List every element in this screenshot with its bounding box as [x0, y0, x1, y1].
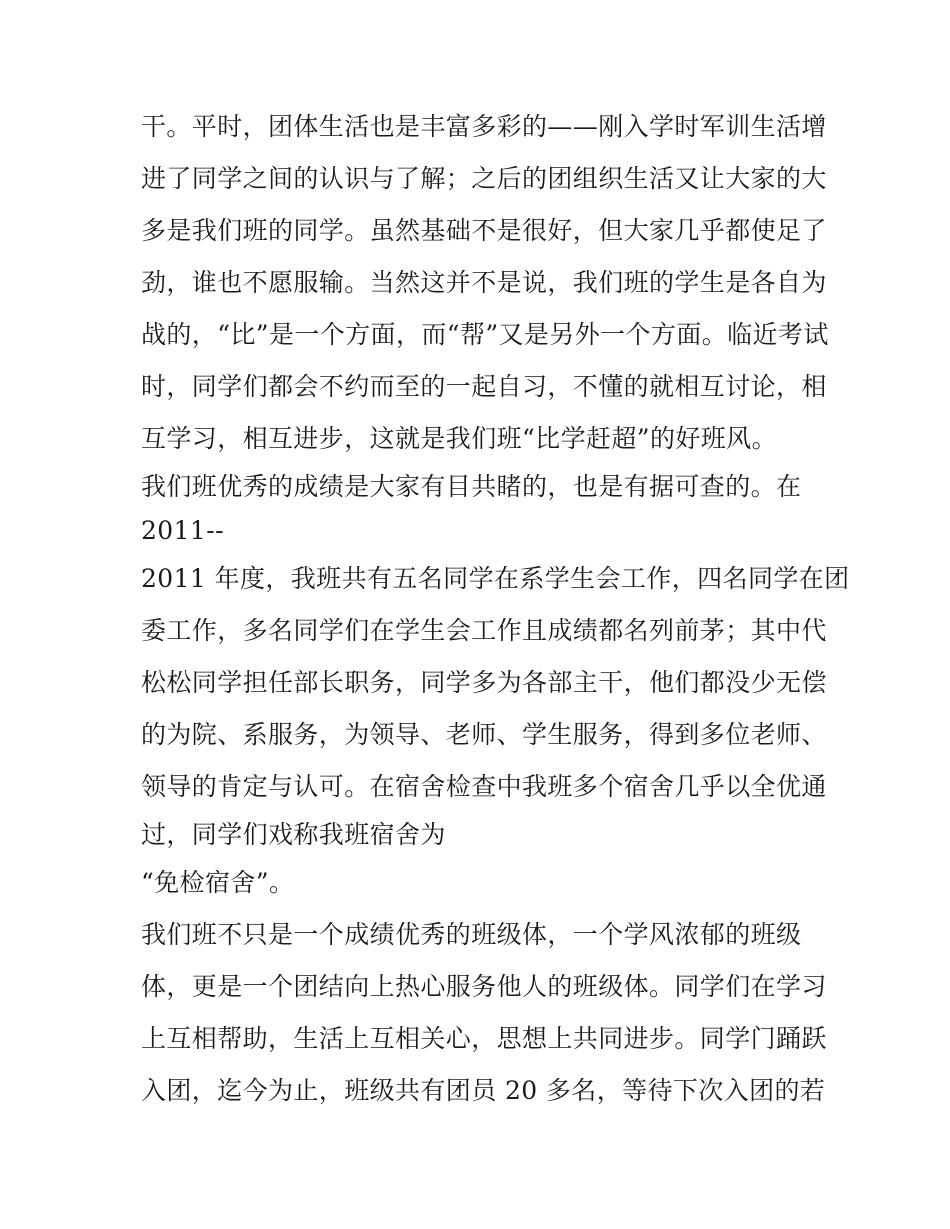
- text-line: 劲，谁也不愿服输。当然这并不是说，我们班的学生是各自为: [141, 268, 827, 297]
- text-line: 松松同学担任部长职务，同学多为各部主干，他们都没少无偿: [141, 668, 827, 697]
- text-line: 的为院、系服务，为领导、老师、学生服务，得到多位老师、: [141, 720, 827, 749]
- text-line: 进了同学之间的认识与了解；之后的团组织生活又让大家的大: [141, 164, 827, 193]
- text-line: “免检宿舍”。: [141, 868, 295, 897]
- text-line: 互学习，相互进步，这就是我们班“比学赶超”的好班风。: [141, 424, 777, 453]
- text-line: 我们班不只是一个成绩优秀的班级体，一个学风浓郁的班级: [141, 920, 802, 949]
- text-line: 干。平时，团体生活也是丰富多彩的——刚入学时军训生活增: [141, 112, 827, 141]
- text-line: 委工作，多名同学们在学生会工作且成绩都名列前茅；其中代: [141, 616, 827, 645]
- text-line: 领导的肯定与认可。在宿舍检查中我班多个宿舍几乎以全优通: [141, 772, 827, 801]
- text-line: 过，同学们戏称我班宿舍为: [141, 820, 446, 849]
- text-line: 多是我们班的同学。虽然基础不是很好，但大家几乎都使足了: [141, 216, 827, 245]
- text-line: 战的，“比”是一个方面，而“帮”又是另外一个方面。临近考试: [141, 320, 829, 349]
- text-line: 上互相帮助，生活上互相关心，思想上共同进步。同学门踊跃: [141, 1024, 827, 1053]
- text-line: 我们班优秀的成绩是大家有目共睹的，也是有据可查的。在: [141, 472, 802, 501]
- text-line: 入团，迄今为止，班级共有团员 20 多名，等待下次入团的若: [141, 1076, 826, 1105]
- text-line: 2011--: [141, 516, 224, 545]
- text-line: 2011 年度，我班共有五名同学在系学生会工作，四名同学在团: [141, 564, 850, 593]
- text-line: 体，更是一个团结向上热心服务他人的班级体。同学们在学习: [141, 972, 827, 1001]
- text-line: 时，同学们都会不约而至的一起自习，不懂的就相互讨论，相: [141, 372, 827, 401]
